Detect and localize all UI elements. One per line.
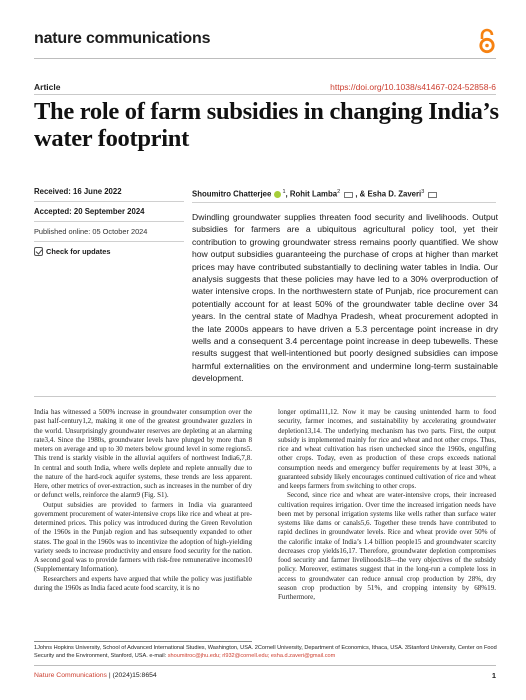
journal-name[interactable]: nature communications bbox=[34, 30, 211, 47]
article-type: Article bbox=[34, 82, 61, 92]
footnote-divider bbox=[34, 641, 252, 642]
body-paragraph: Researchers and experts have argued that while the policy was justifiable during the 1960s as India faced acute food scarcity, it is no bbox=[34, 574, 252, 592]
footer-citation-text: | (2024)15:8654 bbox=[108, 672, 157, 679]
journal-header bbox=[34, 28, 496, 58]
author-affiliation-sup: 2 bbox=[337, 189, 341, 195]
author-emails[interactable]: shoumitroc@jhu.edu; rl932@cornell.edu; esha.d.zaveri@gmail.com bbox=[167, 652, 336, 659]
open-access-icon[interactable] bbox=[478, 28, 496, 54]
received-date: Received: 16 June 2022 bbox=[34, 182, 184, 202]
header-divider bbox=[34, 58, 496, 59]
body-column-left bbox=[34, 408, 252, 593]
mail-icon[interactable] bbox=[344, 192, 353, 198]
published-date: Published online: 05 October 2024 bbox=[34, 222, 184, 242]
body-column-right bbox=[278, 408, 496, 602]
mail-icon[interactable] bbox=[428, 192, 437, 198]
footer-citation bbox=[34, 672, 157, 679]
author-name[interactable]: Shoumitro Chatterjee bbox=[192, 189, 272, 199]
check-updates-label: Check for updates bbox=[46, 246, 111, 256]
page-number: 1 bbox=[491, 671, 496, 680]
check-updates-button[interactable] bbox=[34, 242, 184, 260]
body-paragraph: longer optimal11,12. Now it may be causing unintended harm to food security, farmer incomes, and sustainability by accelerating groundwater depletion13,14. The underlying mechanism has two parts. First, the output subsidy is implemented mainly for rice and wheat and not other crops. Thus, rice and wheat cultivation has risen unchecked since the 1960s, engulfing other crops. Today, even as production of these crops exceeds national consumption needs and emergency buffer requirements by at least 30%, a guaranteed subsidy likely encourages continued cultivation of rice and wheat and keeps farmers from switching to other crops. bbox=[278, 408, 496, 490]
footer-divider bbox=[34, 665, 496, 666]
article-title: The role of farm subsidies in changing India’s water footprint bbox=[34, 98, 499, 152]
abstract: Dwindling groundwater supplies threaten food security and livelihoods. Output subsidies for farmers are a ubiquitous agricultural policy tool, yet their contribution to growing groundwater stress remains poorly quantified. We show how output subsidies guaranteeing the purchase of crops at higher than market prices may have contributed substantially to declining water tables in India. Our analysis suggests that these policies may have led to a 30% overproduction of water intensive crops. In the northwestern state of Punjab, rice procurement can potentially account for at least 50% of the groundwater table decline over 34 years. In the central state of Madhya Pradesh, wheat procurement adopted in the late 2000s appears to have driven a 5.3 percentage point increase in dry wells and a consequent 3.4 percentage point increase in deep tubewells. These results suggest that well-intentioned but poorly designed subsidies can impose harmful externalities on the environment and undermine long-term sustainable development. bbox=[192, 212, 498, 384]
author-list: Shoumitro Chatterjee $^1$, Rohit Lamba$^2$ , & Esha D. Zaveri$^3$ bbox=[192, 182, 492, 205]
author-affiliation-sup: 3 bbox=[421, 189, 425, 195]
footer-journal-name[interactable]: Nature Communications bbox=[34, 672, 107, 679]
body-paragraph: Second, since rice and wheat are water-intensive crops, their increased cultivation requires irrigation. Over time the increased irrigation needs have been met by personal irrigation systems like wells rather than surface water systems like dams or canals5,6. Together these trends have contributed to rapid declines in groundwater levels. Rice and wheat provide over 50% of the calorific intake of India’s 1.4 billion people15 and groundwater scarcity decreases crop yields16,17. Therefore, groundwater depletion compromises food security and farmer livelihoods18—the very objectives of the subsidy policy. Moreover, estimates suggest that in the long-run a complete loss in access to groundwater can reduce annual crop production by 28%, dry season crop production by 51%, and cropping intensity by 68%19. Furthermore, bbox=[278, 491, 496, 601]
email-label: e-mail: bbox=[149, 652, 167, 659]
check-updates-icon bbox=[34, 247, 43, 256]
title-divider bbox=[34, 94, 496, 95]
doi-link[interactable]: https://doi.org/10.1038/s41467-024-52858-6 bbox=[330, 82, 496, 92]
author-name[interactable]: Rohit Lamba bbox=[289, 189, 338, 199]
author-affiliation-sup: 1 bbox=[282, 189, 286, 195]
orcid-icon[interactable] bbox=[274, 191, 281, 198]
body-paragraph: India has witnessed a 500% increase in groundwater consumption over the past half-century1,2, making it one of the greatest groundwater guzzlers in the world. Unsurprisingly groundwater reserves are depleting at an alarming rate3,4. Since the 1980s, groundwater levels have plunged by more than 8 meters on average and up to 30 meters below ground level in some regions5. This trend is starkly visible in the alluvial aquifers of northwest India6,7,8. In central and south India, where wells deplete and replete annually due to the nature of the hard-rock aquifer systems, these trends are less apparent. Here, other metrics of over-extraction, such as increases in the number of dry or defunct wells, reinforce the alarm9 (Fig. S1). bbox=[34, 408, 252, 500]
affiliations bbox=[34, 645, 500, 660]
publication-dates bbox=[34, 182, 184, 260]
body-paragraph: Output subsidies are provided to farmers in India via guaranteed government procurement of water-intensive crops like rice and wheat at pre-determined prices. This policy was introduced during the Green Revolution of the 1960s in the Punjab region and has subsequently expanded to other states. The goal in the 1960s was to incentivize the adoption of high-yielding variety seeds to increase productivity and ensure food security for the nation. A second goal was to provide farmers with risk-free remunerative incomes10 (Supplementary Information). bbox=[34, 500, 252, 574]
accepted-date: Accepted: 20 September 2024 bbox=[34, 202, 184, 222]
abstract-divider bbox=[34, 396, 496, 397]
authors-divider bbox=[192, 202, 496, 203]
author-name[interactable]: Esha D. Zaveri bbox=[367, 189, 422, 199]
affiliation-text: 1Johns Hopkins University, School of Advanced International Studies, Washington, USA. 2Cornell University, Department of Economics, Ithaca, USA. 3Stanford University, Center on Food Security and the Environment, Stanford, USA. bbox=[34, 645, 497, 659]
